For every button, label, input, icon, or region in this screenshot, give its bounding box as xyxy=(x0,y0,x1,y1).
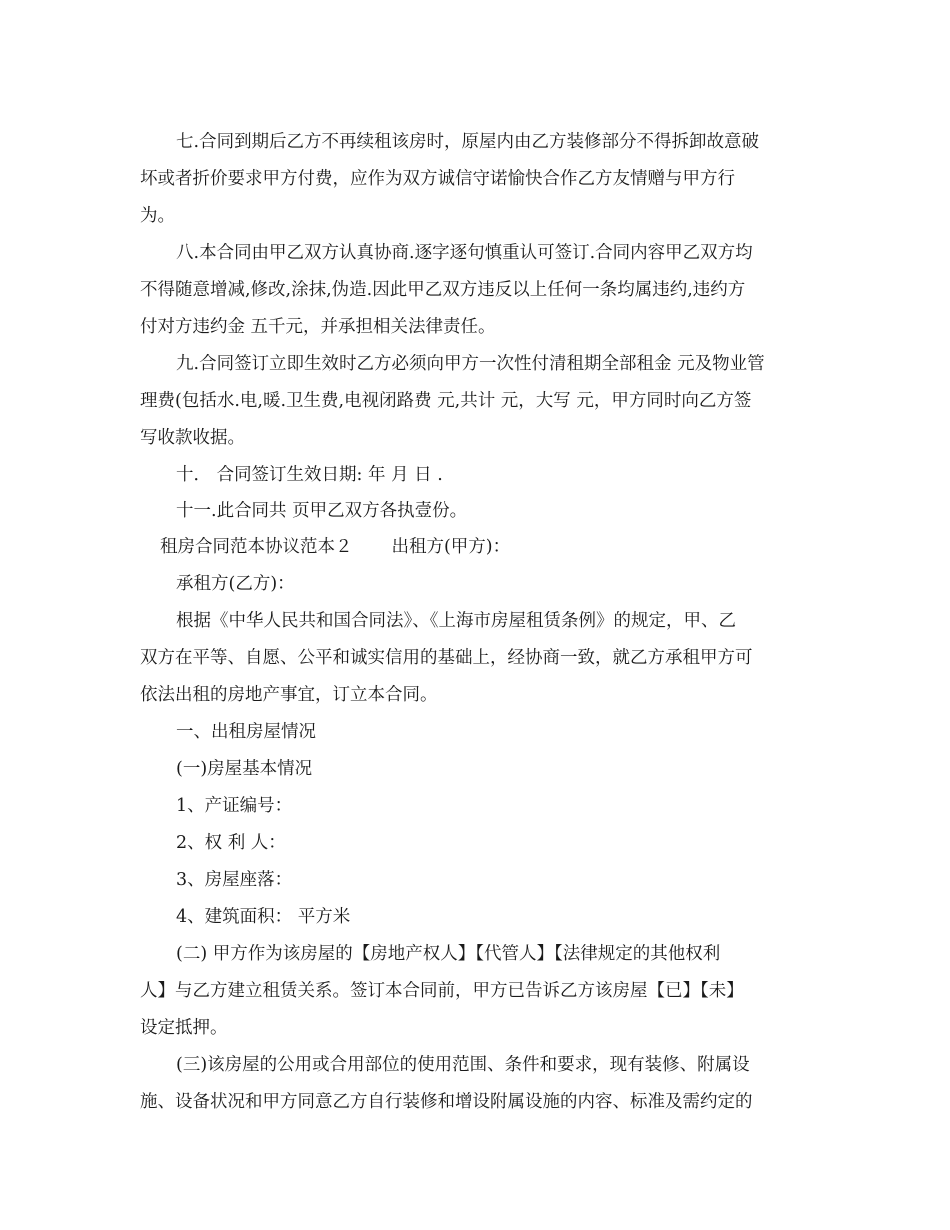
clause-11: 十一.此合同共 页甲乙双方各执壹份。 xyxy=(176,501,468,521)
subsection-2-line-1: (二) 甲方作为该房屋的【房地产权人】【代管人】【法律规定的其他权利 xyxy=(176,944,721,964)
subsection-1-heading: (一)房屋基本情况 xyxy=(176,759,313,779)
clause-10: 十． 合同签订生效日期: 年 月 日 . xyxy=(176,465,443,485)
section-1-heading: 一、出租房屋情况 xyxy=(176,722,316,742)
clause-8-line-2: 不得随意增减,修改,涂抹,伪造.因此甲乙双方违反以上任何一条均属违约,违约方 xyxy=(140,280,746,300)
clause-9-line-1: 九.合同签订立即生效时乙方必须向甲方一次性付清租期全部租金 元及物业管 xyxy=(176,354,765,374)
clause-9-line-2: 理费(包括水.电,暖.卫生费,电视闭路费 元,共计 元，大写 元，甲方同时向乙方签 xyxy=(140,391,752,411)
item-rights-holder: 2、权 利 人： xyxy=(176,833,286,853)
clause-8-line-3: 付对方违约金 五千元，并承担相关法律责任。 xyxy=(140,317,496,337)
subsection-2-line-2: 人】与乙方建立租赁关系。签订本合同前，甲方已告诉乙方该房屋【已】【未】 xyxy=(140,981,744,1001)
preamble-line-2: 双方在平等、自愿、公平和诚实信用的基础上，经协商一致，就乙方承租甲方可 xyxy=(140,648,753,668)
clause-8-line-1: 八.本合同由甲乙双方认真协商.逐字逐句慎重认可签订.合同内容甲乙双方均 xyxy=(176,243,753,263)
item-location: 3、房屋座落： xyxy=(176,870,293,890)
subsection-2-line-3: 设定抵押。 xyxy=(140,1018,228,1038)
item-floor-area: 4、建筑面积： 平方米 xyxy=(176,907,351,927)
clause-9-line-3: 写收款收据。 xyxy=(140,428,245,448)
preamble-line-1: 根据《中华人民共和国合同法》、《上海市房屋租赁条例》的规定，甲、乙 xyxy=(176,611,736,631)
preamble-line-3: 依法出租的房地产事宜，订立本合同。 xyxy=(140,685,438,705)
clause-7-line-3: 为。 xyxy=(140,206,175,226)
lessee-line: 承租方(乙方)： xyxy=(176,574,295,594)
second-contract-heading: 租房合同范本协议范本２ 出租方(甲方)： xyxy=(160,537,511,557)
clause-7-line-1: 七.合同到期后乙方不再续租该房时，原屋内由乙方装修部分不得拆卸故意破 xyxy=(176,132,760,152)
subsection-3-line-2: 施、设备状况和甲方同意乙方自行装修和增设附属设施的内容、标准及需约定的 xyxy=(140,1092,753,1112)
item-certificate-number: 1、产证编号： xyxy=(176,796,293,816)
subsection-3-line-1: (三)该房屋的公用或合用部位的使用范围、条件和要求，现有装修、附属设 xyxy=(176,1055,750,1075)
clause-7-line-2: 坏或者折价要求甲方付费，应作为双方诚信守诺愉快合作乙方友情赠与甲方行 xyxy=(140,169,735,189)
